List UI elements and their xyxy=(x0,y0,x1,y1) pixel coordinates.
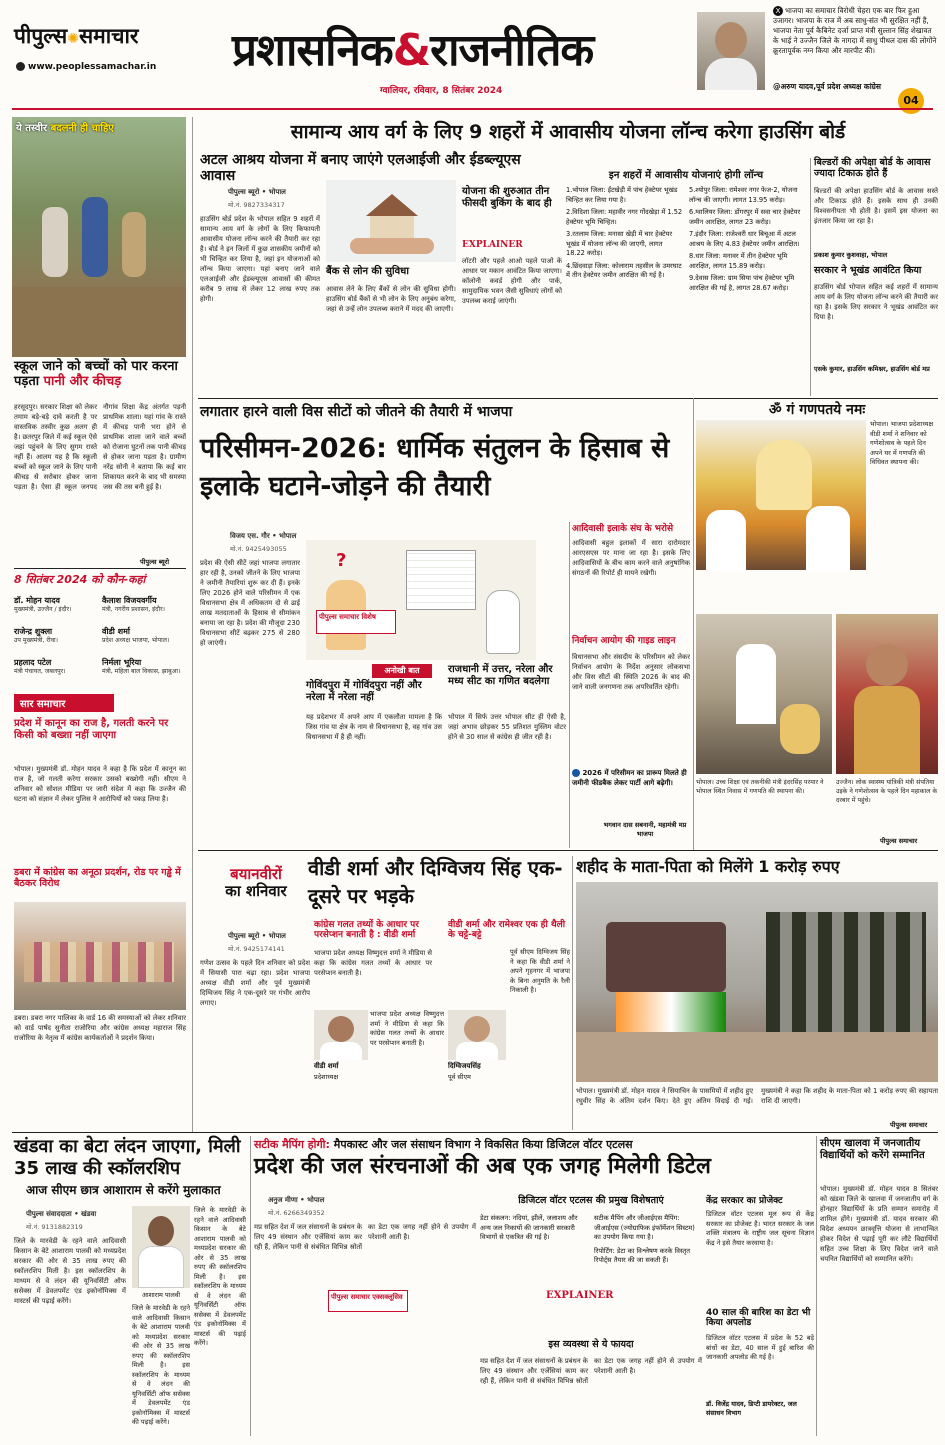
divider xyxy=(250,1136,251,1436)
special-tag: पीपुल्स समाचार विशेष xyxy=(316,610,396,634)
city-item: 2.विदिशा जिला: महावीर नगर गोंदखेड़ा में 1.52 हेक्टेयर भूमि चिन्हित। xyxy=(566,208,683,226)
program-name: निर्मला भूरिया xyxy=(102,658,142,667)
water-byline: अनुज मीणा • भोपाल xyxy=(268,1196,325,1204)
quote-text: X भाजपा का समाचार विरोधी चेहरा एक बार फिर हुआ उजागर। भाजपा के राज में अब साधु-संत भी सुरक्षित नहीं हैं, भाजपा नेता पूर्व कैबिनेट दर्जा प्राप्त मंत्री सुल्तान सिंह शेखावत के भाई ने उज्जैन जिले के नागदा में साधु पीथल दास की लोगोंने क्रूरतापूर्वक नग्न किया और मारपीट की। xyxy=(773,6,937,55)
divider xyxy=(12,1132,938,1133)
mantra: ॐ गं गणपतये नमः xyxy=(768,402,866,418)
question-icon: ? xyxy=(336,550,347,571)
bayan-body: गणेश उत्सव के पहले दिन शनिवार को प्रदेश में सियासी पारा चढ़ा रहा। प्रदेश भाजपा अध्यक्ष वीडी शर्मा और पूर्व मुख्यमंत्री दिग्विजय सिंह ने एक-दूसरे पर गंभीर आरोप लगाए। xyxy=(200,959,310,1007)
program-name: कैलाश विजयवर्गीय xyxy=(102,596,157,605)
program-role: मंत्री, नगरीय प्रशासन, इंदौर। xyxy=(102,606,165,613)
exclusive-tag: पीपुल्स समाचार एक्सक्लूसिव xyxy=(328,1290,408,1312)
divider xyxy=(198,850,938,851)
vd-sharma-photo xyxy=(314,1010,368,1060)
person1-name: वीडी शर्मा xyxy=(314,1062,339,1070)
program-item xyxy=(102,627,186,655)
photo-tag: ये तस्वीर बदलनी ही चाहिए xyxy=(16,123,114,134)
dateline: ग्वालियर, रविवार, 8 सितंबर 2024 xyxy=(380,86,503,96)
housing-headline: सामान्य आय वर्ग के लिए 9 शहरों में आवासीय योजना लॉन्च करेगा हाउसिंग बोर्ड xyxy=(290,121,846,143)
cartoon-illustration xyxy=(306,540,536,660)
quote-icon xyxy=(572,769,580,777)
bayan-headline: वीडी शर्मा और दिग्विजय सिंह एक-दूसरे पर भड़के xyxy=(308,856,563,908)
center-body: डिजिटल वॉटर एटलस मूल रूप से केंद्र सरकार का प्रोजेक्ट है। भारत सरकार के जल शक्ति मंत्रालय के राष्ट्रीय जल सूचना विज्ञान केंद्र ने इसे तैयार करवाया है। xyxy=(706,1210,814,1247)
bayan-mobile: मो.नं. 9425174141 xyxy=(228,945,285,953)
khandwa-byline: पीपुल्स संवाददाता • खंडवा xyxy=(26,1210,97,1218)
x-icon: X xyxy=(773,6,783,16)
bayan-sub-head: कांग्रेस गलत तथ्यों के आधार पर परसेप्शन बनाती है : वीडी शर्मा xyxy=(314,920,419,941)
cap2: भोपाल। उच्च शिक्षा एवं तकनीकी मंत्री इंदरसिंह परमार ने भोपाल स्थित निवास में गणपति की स्थापना की। xyxy=(696,779,824,795)
side-body: बिल्डरों की अपेक्षा हाउसिंग बोर्ड के आवास सस्ते और टिकाऊ होते हैं। इसके साथ ही उनकी विश्वसनीयता भी होती है। इसमें इस योजना का इंतजार किया जा रहा है। xyxy=(814,187,938,225)
start-head: योजना की शुरुआत तीन फीसदी बुकिंग के बाद ही xyxy=(462,186,552,209)
khandwa-subhead: आज सीएम छात्र आशाराम से करेंगे मुलाकात xyxy=(26,1183,221,1197)
asharam-caption: आशाराम पालवी xyxy=(141,1291,181,1299)
house-hands-photo xyxy=(326,180,456,262)
program-role: मुख्यमंत्री, उज्जैन / इंदौर। xyxy=(14,606,72,613)
side-head2: सरकार ने भूखंड आवंटित किया xyxy=(814,265,922,276)
water-explainer: EXPLAINER xyxy=(546,1290,614,1301)
benefit-body: मप्र सहित देश में जल संसाधनों के प्रबंधन के लिए 49 संस्थान और एजेंसियां काम कर रही हैं, लेकिन पानी से संबंधित विभिन्न स्रोतों का डेटा एक जगह नहीं होने से उपयोग में परेशानी आती है। xyxy=(480,1357,702,1385)
delim-headline: परिसीमन-2026: धार्मिक संतुलन के हिसाब से इलाके घटाने-जोड़ने की तैयारी xyxy=(200,433,670,502)
person2-role: पूर्व सीएम xyxy=(448,1073,471,1081)
center-head: केंद्र सरकार का प्रोजेक्ट xyxy=(706,1196,783,1206)
bayan-sub-head2: वीडी शर्मा और रामेश्वर एक ही थैली के चट्टे-बट्टे xyxy=(448,920,566,941)
digvijay-photo xyxy=(448,1010,506,1060)
parmar-ganesh-photo xyxy=(696,614,832,774)
benefit-title: इस व्यवस्था से ये फायदा xyxy=(548,1339,634,1350)
feature-item: डेटा संकलन: नदियां, झीलें, जलाशय और अन्य जल निकायों की जानकारी सरकारी विभागों से एकत्रित की गई है। xyxy=(480,1214,578,1241)
divider xyxy=(693,398,694,850)
rain-head: 40 साल की बारिश का डेटा भी किया अपलोड xyxy=(706,1308,811,1329)
masthead xyxy=(0,0,945,112)
ec-head: निर्वाचन आयोग की गाइड लाइन xyxy=(572,636,676,646)
program-item xyxy=(14,627,98,655)
brand-sun-icon: ✺ xyxy=(67,31,79,47)
asharam-photo xyxy=(132,1206,190,1288)
cities-title: इन शहरों में आवासीय योजनाएं होगी लॉन्च xyxy=(608,170,764,181)
city-item: 7.इंदौर जिला: राजेश्वरी धार बिचूआ में अटल आश्रय के लिए 4.83 हेक्टेयर जमीन आरक्षित। xyxy=(689,230,800,248)
bayan-col2: भाजपा प्रदेश अध्यक्ष विष्णुदत्त शर्मा ने मीडिया से कहा कि कांग्रेस गलत तथ्यों के आधार पर परसेप्शन बनाती है। xyxy=(370,1010,444,1047)
website[interactable]: www.peoplessamachar.in xyxy=(16,62,156,72)
delim-quote: 2026 में परिसीमन का प्रारूप मिलते ही जमीनी फीडबैक लेकर पार्टी आगे बढ़ेगी। xyxy=(572,769,687,787)
bank-head: बैंक से लोन की सुविधा xyxy=(326,266,409,277)
bayan-sub-body: भाजपा प्रदेश अध्यक्ष विष्णुदत्त शर्मा ने मीडिया से कहा कि कांग्रेस गलत तथ्यों के आधार पर परसेप्शन बनाती है। xyxy=(314,949,432,977)
delim-mobile: मो.नं. 9425493055 xyxy=(230,545,287,553)
uike-ujjain-photo xyxy=(836,614,938,774)
features-title: डिजिटल वॉटर एटलस की प्रमुख विशेषताएं xyxy=(518,1195,664,1206)
start-body: लॉटरी और पहले आओ पहले पाओ के आधार पर मकान आवंटित किया जाएगा। कॉलोनी कवर्ड होगी और पार्क, सामुदायिक भवन जैसी सुविधाएं लोगों को उपलब्ध कराई जाएंगी। xyxy=(462,257,562,305)
khandwa-mobile: मो.नं. 9131882319 xyxy=(26,1223,83,1231)
water-kicker: सटीक मैपिंग होगी: मैपकास्ट और जल संसाधन विभाग ने विकसित किया डिजिटल वॉटर एटलस xyxy=(254,1138,633,1151)
delim-kicker: लगातार हारने वाली विस सीटों को जीतने की तैयारी में भाजपा xyxy=(200,404,513,420)
side-author: प्रकाश कुमार कुशवाहा, भोपाल xyxy=(814,251,888,259)
divider xyxy=(572,856,573,1130)
sub2-head: राजधानी में उत्तर, नरेला और मध्य सीट का गणित बदलेगा xyxy=(448,664,553,687)
khandwa-body: जिले के मारवेडी के रहने वाले आदिवासी किसान के बेटे आशाराम पालवी को मध्यप्रदेश सरकार की ओर से 35 लाख रुपए की स्कॉलरशिप मिली है। इस स्कॉलरशिप के माध्यम से वे लंदन की यूनिवर्सिटी ऑफ ससेक्स में डेवलपमेंट एंड इकोनॉमिक्स में मास्टर्स की पढ़ाई करेंगे। xyxy=(14,1237,126,1305)
program-item xyxy=(102,596,186,624)
side-head: बिल्डरों की अपेक्षा बोर्ड के आवास ज्यादा टिकाऊ होते हैं xyxy=(814,157,931,179)
school-credit: पीपुल्स ब्यूरो xyxy=(140,558,170,566)
brand-logo xyxy=(14,22,139,50)
cap3: उज्जैन। लोक स्वास्थ्य यांत्रिकी मंत्री संपतिया उइके ने गणेशोत्सव के पहले दिन महाकाल के दरबार में पहुंचे। xyxy=(836,779,938,804)
saar-body1: भोपाल। मुख्यमंत्री डॉ. मोहन यादव ने कहा है कि प्रदेश में कानून का राज है, जो गलती करेगा सरकार उसको बख्शेगी नहीं। सीएम ने शनिवार को सोशल मीडिया पर जारी संदेश में कहा कि उज्जैन की घटना को संज्ञान में लेकर पुलिस ने आरोपियों को पकड़ लिया है। xyxy=(14,765,186,803)
divider xyxy=(569,522,570,848)
city-item: 4.छिंदवाड़ा जिला: कोलाराम तहसील के उमरघाट में तीन हेक्टेयर जमीन आरक्षित की गई है। xyxy=(566,261,682,279)
delim-body: प्रदेश की ऐसी सीटें जहां भाजपा लगातार हार रही है, उनको जीतने के लिए भाजपा ने जमीनी तैयारियां शुरू कर दी हैं। इनके लिए 2026 होने वाले परिसीमन में एक विधानसभा क्षेत्र में अधिकतम दो से ढाई लाख मतदाताओं के हिसाब से सीमांकन बनाया जा रहा है। प्रदेश की मौजूदा 230 विधानसभा सीटें बढ़कर 275 से 280 हो जाएंगी। xyxy=(200,559,300,647)
bayan-byline: पीपुल्स ब्यूरो • भोपाल xyxy=(228,932,286,940)
author-photo xyxy=(697,12,765,90)
city-item: 8.धार जिला: मनावर में तीन हेक्टेयर भूमि आरक्षित, लागत 15.89 करोड़। xyxy=(689,252,788,270)
program-name: राजेन्द्र शुक्ला xyxy=(14,627,53,636)
photos-credit: पीपुल्स समाचार xyxy=(880,837,918,845)
program-item xyxy=(14,596,98,624)
housing-subhead: अटल आश्रय योजना में बनाए जाएंगे एलआईजी और ईडब्ल्यूएस आवास xyxy=(200,152,521,185)
housing-byline: पीपुल्स ब्यूरो • भोपाल xyxy=(228,188,286,196)
rain-author: डॉ. विजेंद्र यादव, डिप्टी डायरेक्टर, जल संसाधन विभाग xyxy=(706,1400,797,1417)
bayan-sub-body2: पूर्व सीएम दिग्विजय सिंह ने कहा कि वीडी शर्मा ने अपने गृहनगर में भाजपा के बिना अनुमति के रैली निकाली है। xyxy=(510,948,570,994)
school-headline: स्कूल जाने को बच्चों को पार करना पड़ता पानी और कीचड़ xyxy=(14,359,178,389)
saar-label: सार समाचार xyxy=(14,694,114,712)
divider xyxy=(810,158,811,396)
tribal-students-body: भोपाल। मुख्यमंत्री डॉ. मोहन यादव 8 सितंबर को खंडवा जिले के खालवा में जनजातीय वर्ग के होनहार विद्यार्थियों के प्रति सम्मान समारोह में शामिल होंगे। मुख्यमंत्री डॉ. यादव सरकार की विदेश अध्ययन छात्रवृत्ति योजना से लाभान्वित होकर विदेश से पढ़ाई पूरी कर लौटे विद्यार्थियों सहित उच्च शिक्षा के लिए विदेश जाने वाले चयनित विद्यार्थियों को सम्मानित करेंगे। xyxy=(820,1185,938,1263)
saar-body2: डबरा। डबरा नगर पालिका के वार्ड 16 की समस्याओं को लेकर शनिवार को वार्ड पार्षद सुनीता राजोरिया और कांग्रेस अध्यक्ष महाराज सिंह राजोरिया के नेतृत्व में कांग्रेस कार्यकर्ताओं ने प्रदर्शन किया। xyxy=(14,1014,186,1042)
saar-head1: प्रदेश में कानून का राज है, गलती करने पर किसी को बख्शा नहीं जाएगा xyxy=(14,718,169,741)
school-body: हरसूदपुर। सरकार शिक्षा को लेकर तमाम बड़े-बड़े दावे करती है पर वास्तविक तस्वीर कुछ अलग ही है। छतरपुर जिले में कई स्कूल ऐसे जहां पहुंचने के लिए सुगम रास्ते नहीं हैं। आलम यह है कि स्कूली बच्चों को स्कूल जाने के लिए पानी कीचड़ से सरोबार होकर जाना पड़ता है। ऐसा ही स्कूल जनपद नौगांव शिक्षा केंद्र अंतर्गत पड़नी प्राथमिक शाला। यहां गांव के रास्ते में कीचड़ पानी भरा होने से प्राथमिक शाला जाने वाले बच्चों को रोजाना घुटनों तक पानी कीचड़ से होकर जाना पड़ता है। ग्रामीण नरेंद्र सोनी ने बताया कि कई बार शिकायत करने के बाद भी समस्या जस की तस बनी हुई है। xyxy=(14,403,186,491)
city-item: 3.रतलाम जिला: मनासा खेड़ी में चार हेक्टेयर भूखंड में योजना लॉन्च की जाएगी, लागत 18.22 करोड़। xyxy=(566,230,673,257)
feature-item: रिपोर्टिंग: डेटा का विश्लेषण करके विस्तृत रिपोर्ट्स तैयार की जा सकती हैं। xyxy=(594,1246,691,1264)
program-role: प्रदेश अध्यक्ष भाजपा, भोपाल। xyxy=(102,637,170,644)
water-headline: प्रदेश की जल संरचनाओं की अब एक जगह मिलेगी डिटेल xyxy=(254,1154,711,1179)
delim-byline: विजय एस. गौर • भोपाल xyxy=(230,532,297,540)
martyr-caption: भोपाल। मुख्यमंत्री डॉ. मोहन यादव ने सियाचिन के पासमियों में शहीद हुए रघुवीर सिंह के अंतिम दर्शन किए। देते हुए अंतिम विदाई दी गई। मुख्यमंत्री ने कहा कि शहीद के माता-पिता को 1 करोड़ रुपए की सहायता राशि दी जाएगी। xyxy=(576,1087,938,1105)
sub2-body: भोपाल में सिर्फ उत्तर भोपाल सीट ही ऐसी है, जहां अभाव छोड़कर 55 प्रतिशत मुस्लिम वोटर होने से 30 साल से कांग्रेस ही जीत रही है। xyxy=(448,713,566,741)
brand-left: पीपुल्स xyxy=(14,24,68,48)
col-divider xyxy=(192,117,193,1132)
city-item: 9.देवास जिला: ग्राम सिया पांच हेक्टेयर भूमि आरक्षित की गई है, लागत 28.67 करोड़। xyxy=(689,274,795,292)
martyr-photo xyxy=(576,882,938,1082)
program-item xyxy=(14,658,98,686)
side-author2: एसके कुमार, हाउसिंग कमिश्नर, हाउसिंग बोर्ड मप्र xyxy=(814,365,930,373)
city-item: 6.ग्वालियर जिला: डोंगरपुर में सवा चार हेक्टेयर जमीन आरक्षित, लागत 23 करोड़। xyxy=(689,208,801,226)
brand-right: समाचार xyxy=(78,24,139,48)
features-list xyxy=(480,1214,702,1334)
ec-body: विधानसभा और संसदीय के परिसीमन को लेकर निर्वाचन आयोग के निर्देश अनुसार लोकसभा और विस सीटों की स्थिति 2026 के बाद की जाने वाली जनगणना तक अपरिवर्तित रहेगी। xyxy=(572,653,690,691)
person2-name: दिग्विजयसिंह xyxy=(448,1062,481,1070)
divider xyxy=(198,398,938,399)
khandwa-col3: जिले के मारवेडी के रहने वाले आदिवासी किसान के बेटे आशाराम पालवी को मध्यप्रदेश सरकार की ओर से 35 लाख रुपए की स्कॉलरशिप मिली है। इस स्कॉलरशिप के माध्यम से वे लंदन की यूनिवर्सिटी ऑफ ससेक्स में डेवलपमेंट एंड इकोनॉमिक्स में मास्टर्स की पढ़ाई करेंगे। xyxy=(132,1304,190,1426)
city-item: 5.श्योपुर जिला: रामेश्वर नगर फेज-2, योजना लॉन्च की जाएगी। लागत 13.95 करोड़। xyxy=(689,186,798,204)
flood-photo xyxy=(12,117,186,357)
side-body2: हाउसिंग बोर्ड भोपाल सहित कई शहरों में सामान्य आय वर्ग के लिए योजना लॉन्च करने की तैयारी कर रहा है। इसके लिए सरकार ने भूखंड आवंटित कर दिया है। xyxy=(814,283,938,321)
program-name: वीडी शर्मा xyxy=(102,627,130,636)
person1-role: प्रदेशाध्यक्ष xyxy=(314,1073,339,1081)
city-item: 1.भोपाल जिला: ईंटखेड़ी में पांच हेक्टेयर भूखंड चिन्हित कर लिया गया है। xyxy=(566,186,678,204)
khandwa-col2: जिले के मारवेडी के रहने वाले आदिवासी किसान के बेटे आशाराम पालवी को मध्यप्रदेश सरकार की ओर से 35 लाख रुपए की स्कॉलरशिप मिली है। इस स्कॉलरशिप के माध्यम से वे लंदन की यूनिवर्सिटी ऑफ ससेक्स में डेवलपमेंट एंड इकोनॉमिक्स में मास्टर्स की पढ़ाई करेंगे। xyxy=(194,1206,246,1347)
vd-sharma-ganesh-photo xyxy=(696,420,866,570)
feature-item: सटीक मैपिंग और जीआईएस मैपिंग: जीआईएस (ज्योग्राफिक इंफॉर्मेशन सिस्टम) का उपयोग किया गया है। xyxy=(594,1214,695,1241)
programs-title: 8 सितंबर 2024 को कौन-कहां xyxy=(14,573,146,586)
cities-list xyxy=(566,186,806,396)
cap1: भोपाल। भाजपा प्रदेशाध्यक्ष वीडी शर्मा ने शनिवार को गणेशोत्सव के पहले दिन अपने घर में गणपति की विधिवत स्थापना की। xyxy=(870,420,934,466)
dabra-photo xyxy=(14,902,186,1010)
khandwa-headline: खंडवा का बेटा लंदन जाएगा, मिली 35 लाख की स्कॉलरशिप xyxy=(14,1136,241,1179)
martyr-headline: शहीद के माता-पिता को मिलेंगे 1 करोड़ रुपए xyxy=(576,857,840,876)
program-role: मंत्री, महिला बाल विकास, झाबुआ। xyxy=(102,668,181,675)
tribal-head: आदिवासी इलाके संघ के भरोसे xyxy=(572,524,674,534)
program-name: प्रहलाद पटेल xyxy=(14,658,52,667)
housing-mobile: मो.नं. 9827334317 xyxy=(228,201,285,209)
martyr-credit: पीपुल्स समाचार xyxy=(890,1121,928,1129)
divider xyxy=(816,1136,817,1436)
programs-grid xyxy=(14,596,186,688)
explainer-tag: EXPLAINER xyxy=(462,240,523,250)
saar-head2: डबरा में कांग्रेस का अनूठा प्रदर्शन, रोड पर गड्ढे में बैठकर विरोध xyxy=(14,867,181,889)
tribal-students-headline: सीएम खालवा में जनजातीय विद्यार्थियों को करेंगे सम्मानित xyxy=(820,1138,925,1161)
program-role: उप मुख्यमंत्री, रीवा। xyxy=(14,637,58,644)
bank-body: आवास लेने के लिए बैंकों से लोन की सुविधा होगी। हाउसिंग बोर्ड बैंकों से भी लोन के लिए अनुबंध करेगा, जहां से उन्हें लोन उपलब्ध कराने में मदद की जाएगी। xyxy=(326,285,456,313)
sub1-head: गोविंदपुरा में गोविंदपुरा नहीं और नरेला में नरेला नहीं xyxy=(306,680,422,703)
globe-icon xyxy=(16,62,25,71)
tribal-body: आदिवासी बहुल इलाकों में सारा दारोमदार आरएसएस पर माना जा रहा है। इसके लिए आदिवासियों के बीच काम करने वाले अनुषांगिक संगठनों की रिपोर्ट ही मायने रखेगी। xyxy=(572,539,690,577)
program-name: डॉ. मोहन यादव xyxy=(14,596,60,605)
program-role: मंत्री पंचायत, जबलपुर। xyxy=(14,668,66,675)
bayan-label: बयानवीरों का शनिवार xyxy=(225,865,287,900)
rain-body: डिजिटल वॉटर एटलस में प्रदेश के 52 बड़े बांधों का डेटा, 40 साल में हुई बारिश की जानकारी अपलोड की गई है। xyxy=(706,1334,814,1361)
water-mobile: मो.नं. 6266349352 xyxy=(268,1209,325,1217)
quote-author: @अरुण यादव,पूर्व प्रदेश अध्यक्ष कांग्रेस xyxy=(773,82,881,91)
anokhi-label: अनोखी बात xyxy=(372,664,432,678)
masthead-rule xyxy=(12,108,933,110)
sub1-body: यह प्रदेशभर में अपने आप में एकलौता मामला है कि जिस गांव या क्षेत्र के नाम से विधानसभा है, वह गांव उस विधानसभा में है ही नहीं। xyxy=(306,713,442,741)
divider xyxy=(14,568,186,569)
housing-body: हाउसिंग बोर्ड प्रदेश के भोपाल सहित 9 शहरों में सामान्य आय वर्ग के लोगों के लिए किफायती आवासीय योजना लॉन्च करने की तैयारी कर रहा है। बोर्ड ने इन जिलों में कुछ शासकीय जमीनों को भी चिन्हित कर लिया है, जहां इन योजनाओं को लॉन्च किया जाएगा। यहां बनाए जाने वाले एलआईजी और ईडब्ल्यूएस आवासों की कीमत करीब 9 लाख से लेकर 12 लाख रुपए तक होगी। xyxy=(200,215,320,303)
water-body: मप्र सहित देश में जल संसाधनों के प्रबंधन के लिए 49 संस्थान और एजेंसियां काम कर रही हैं, लेकिन पानी से संबंधित विभिन्न स्रोतों का डेटा एक जगह नहीं होने से उपयोग में परेशानी आती है। xyxy=(254,1223,476,1251)
page-number: 04 xyxy=(898,88,924,114)
program-item xyxy=(102,658,186,686)
section-title: प्रशासनिक&राजनीतिक xyxy=(232,25,594,76)
delim-quote-author: भगवान दास सबनानी, महामंत्री मप्र भाजपा xyxy=(603,821,687,838)
